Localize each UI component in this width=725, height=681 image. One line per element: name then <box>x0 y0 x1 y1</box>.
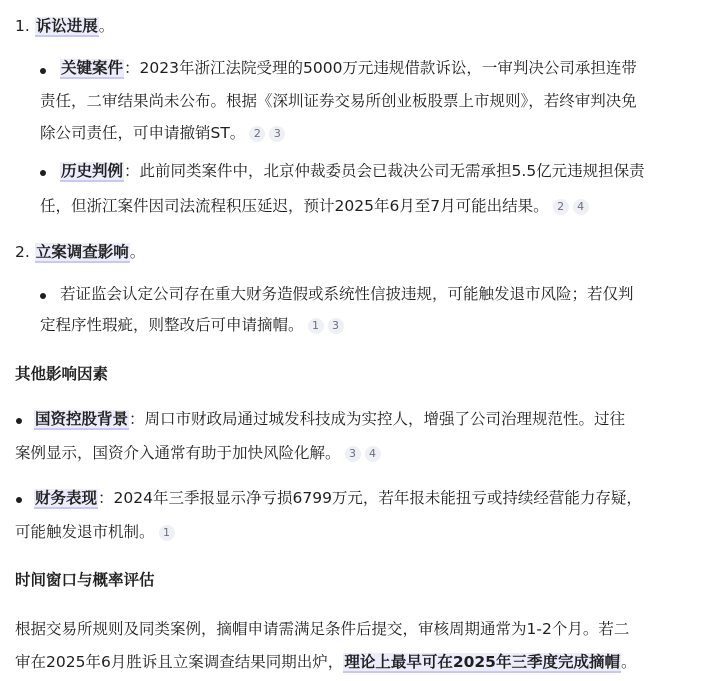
citation-badge[interactable]: 1 <box>159 525 175 541</box>
bullet-finance-line2 <box>15 520 175 544</box>
bullet-key-case-line1 <box>60 56 637 80</box>
assessment-text: 审在2025年6月胜诉且立案调查结果同期出炉， <box>15 653 344 671</box>
section-2-title: 立案调查影响 <box>35 243 129 261</box>
citation-badge[interactable]: 2 <box>249 126 265 142</box>
other-factors-heading: 其他影响因素 <box>15 365 109 383</box>
citation-badge[interactable]: 3 <box>345 446 361 462</box>
citation-badge[interactable]: 1 <box>308 318 324 334</box>
investigation-text-end: 定程序性瑕疵，则整改后可申请摘帽。 <box>40 316 304 334</box>
citation-badge[interactable]: 2 <box>553 199 569 215</box>
punct: 。 <box>129 243 146 261</box>
assessment-highlight: 理论上最早可在2025年三季度完成摘帽 <box>344 653 620 671</box>
soe-text: 周口市财政局通过城发科技成为实控人，增强了公司治理规范性。过往 <box>144 410 626 428</box>
soe-label: 国资控股背景 <box>35 410 129 428</box>
key-case-text: 2023年浙江法院受理的5000万元违规借款诉讼，一审判决公司承担连带 <box>139 59 637 77</box>
section-1-title: 诉讼进展 <box>35 17 98 35</box>
list-number: 1. <box>15 17 30 35</box>
punct: ： <box>124 59 140 77</box>
bullet-dot <box>16 418 22 424</box>
bullet-investigation-line1: 若证监会认定公司存在重大财务造假或系统性信披违规，可能触发退市风险；若仅判 <box>60 285 634 303</box>
time-window-heading: 时间窗口与概率评估 <box>15 571 155 589</box>
punct: 。 <box>98 17 115 35</box>
soe-text-end: 案例显示，国资介入通常有助于加快风险化解。 <box>15 444 341 462</box>
bullet-soe-line2 <box>15 441 381 465</box>
history-text-end: 任，但浙江案件因司法流程积压延迟，预计2025年6月至7月可能出结果。 <box>40 197 549 215</box>
bullet-history-line2 <box>40 194 589 218</box>
assessment-line2 <box>15 650 636 674</box>
punct: ： <box>129 410 145 428</box>
list-number: 2. <box>15 243 30 261</box>
finance-label: 财务表现 <box>35 489 98 507</box>
bullet-dot <box>16 497 22 503</box>
bullet-investigation-line2 <box>40 313 344 337</box>
bullet-dot <box>40 170 46 176</box>
citation-badge[interactable]: 3 <box>328 318 344 334</box>
bullet-key-case-line2: 责任，二审结果尚未公布。根据《深圳证券交易所创业板股票上市规则》，若终审判决免 <box>40 92 637 110</box>
bullet-dot <box>40 293 46 299</box>
citation-badge[interactable]: 4 <box>573 199 589 215</box>
bullet-finance-line1 <box>34 486 642 510</box>
punct: ： <box>98 489 114 507</box>
bullet-history-line1 <box>60 159 645 183</box>
history-text: 此前同类案件中，北京仲裁委员会已裁决公司无需承担5.5亿元违规担保责 <box>139 162 645 180</box>
bullet-dot <box>40 68 46 74</box>
citation-badge[interactable]: 4 <box>365 446 381 462</box>
punct: ： <box>124 162 140 180</box>
assessment-line1: 根据交易所规则及同类案例，摘帽申请需满足条件后提交，审核周期通常为1-2个月。若二 <box>15 620 630 638</box>
finance-text: 2024年三季报显示净亏损6799万元，若年报未能扭亏或持续经营能力存疑， <box>113 489 642 507</box>
key-case-label: 关键案件 <box>61 59 124 77</box>
key-case-text-end: 除公司责任，可申请撤销ST。 <box>40 124 246 142</box>
bullet-soe-line1 <box>34 407 625 431</box>
bullet-key-case-line3 <box>40 121 285 145</box>
section-2-heading <box>15 240 145 264</box>
citation-badge[interactable]: 3 <box>269 126 285 142</box>
punct: 。 <box>620 653 637 671</box>
finance-text-end: 可能触发退市机制。 <box>15 523 155 541</box>
history-label: 历史判例 <box>61 162 124 180</box>
section-1-heading <box>15 14 114 38</box>
